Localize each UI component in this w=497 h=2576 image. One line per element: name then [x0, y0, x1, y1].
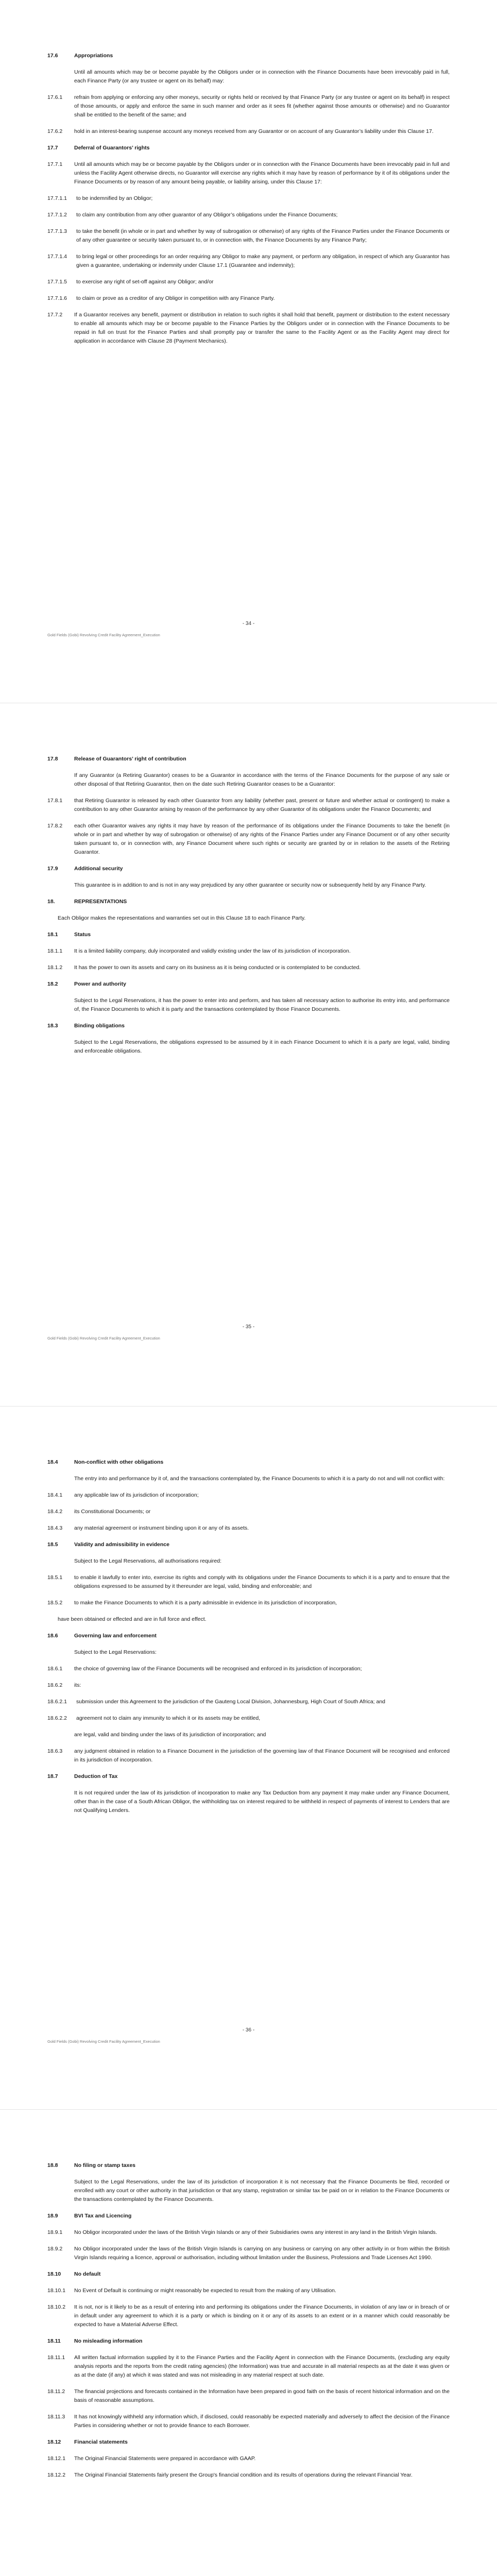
- clause-number: 17.8: [47, 756, 58, 762]
- clause-text: Until all amounts which may be or become payable by the Obligors under or in connection with the Finance Documents have been irrevocably paid in full and unless the Facility Agent otherwise directs, no Guarantor will exercise any rights which it may have by reason of performance by it of its obligations under the Finance Documents or by reason of any amount being payable, or liability arising, under this Clause 17:: [74, 161, 450, 185]
- clause-number: 17.9: [47, 866, 58, 872]
- clause-number: 18.12.2: [47, 2472, 66, 2478]
- document-page: [0, 703, 497, 1406]
- sub-clause: [47, 1714, 450, 1723]
- document-page: [0, 2110, 497, 2576]
- clause-text: REPRESENTATIONS: [74, 899, 127, 905]
- sub-clause: [47, 294, 450, 303]
- clause-text: Additional security: [74, 866, 123, 872]
- clause-item: [47, 1665, 450, 1673]
- clause-number: 18.10: [47, 2271, 61, 2277]
- clause-text: submission under this Agreement to the jurisdiction of the Gauteng Local Division, Johannesburg, High Court of South Africa; and: [76, 1699, 386, 1705]
- clause-paragraph: This guarantee is in addition to and is not in any way prejudiced by any other guarantee or security now or subsequently held by any Finance Party.: [74, 882, 426, 888]
- clause-paragraph: have been obtained or effected and are in full force and effect.: [58, 1616, 207, 1622]
- clause-number: 18.9.2: [47, 2246, 63, 2252]
- clause-heading: [47, 2270, 450, 2279]
- clause-text: No default: [74, 2271, 101, 2277]
- clause-item: [47, 311, 450, 346]
- clause-number: 18.4.3: [47, 1525, 63, 1531]
- clause-heading: [47, 1458, 450, 1467]
- clause-text: agreement not to claim any immunity to which it or its assets may be entitled,: [76, 1715, 261, 1721]
- clause-item: [47, 1747, 450, 1765]
- clause-heading: [47, 865, 450, 873]
- clause-text: Validity and admissibility in evidence: [74, 1541, 169, 1548]
- clause-number: 18.1: [47, 931, 58, 938]
- clause-text: The Original Financial Statements were prepared in accordance with GAAP.: [74, 2455, 256, 2462]
- page-number: - 34 -: [242, 621, 255, 626]
- clause-text: Non-conflict with other obligations: [74, 1459, 164, 1465]
- clause-paragraph: Subject to the Legal Reservations:: [74, 1649, 157, 1655]
- clause-text: to make the Finance Documents to which it is a party admissible in evidence in its jurisdiction of incorporation,: [74, 1600, 337, 1606]
- clause-item: [47, 1681, 450, 1690]
- clause-heading: [47, 1772, 450, 1781]
- clause-heading: [47, 1632, 450, 1640]
- clause-number: 18.12.1: [47, 2455, 66, 2462]
- clause-number: 18.12: [47, 2439, 61, 2445]
- page-content: [47, 2161, 450, 2480]
- clause-text: No misleading information: [74, 2338, 143, 2344]
- clause-text: It is a limited liability company, duly incorporated and validly existing under the law of its jurisdiction of incorporation.: [74, 948, 351, 954]
- clause-item: [47, 160, 450, 187]
- clause-text: to enable it lawfully to enter into, exercise its rights and comply with its obligations under the Finance Documents to which it is a party and to ensure that the obligations expressed to be assumed by it thereunder are legal, valid, binding and enforceable; and: [74, 1574, 450, 1589]
- page-footer: Gold Fields (Gobi) Revolving Credit Facility Agreement_Execution: [47, 633, 160, 637]
- clause-paragraph: The entry into and performance by it of, and the transactions contemplated by, the Finance Documents to which it is a party do not and will not conflict with:: [74, 1476, 445, 1482]
- clause-number: 18.6.2.2: [47, 1715, 67, 1721]
- clause-paragraph: If any Guarantor (a Retiring Guarantor) ceases to be a Guarantor in accordance with the terms of the Finance Documents for the purpose of any sale or other disposal of that Retiring Guarantor, then on the date such Retiring Guarantor ceases to be a Guarantor:: [74, 772, 450, 787]
- page-footer: Gold Fields (Gobi) Revolving Credit Facility Agreement_Execution: [47, 2039, 160, 2044]
- clause-text: Governing law and enforcement: [74, 1633, 157, 1639]
- clause-item: [47, 1507, 450, 1516]
- clause-number: 18.7: [47, 1773, 58, 1780]
- clause-paragraph: are legal, valid and binding under the laws of its jurisdiction of incorporation; and: [74, 1732, 266, 1738]
- clause-number: 18.8: [47, 2162, 58, 2168]
- clause-number: 17.7.1.4: [47, 253, 67, 260]
- clause-text: hold in an interest-bearing suspense account any moneys received from any Guarantor or on account of any Guarantor’s liability under this Clause 17.: [74, 128, 434, 134]
- clause-heading: [47, 144, 450, 152]
- clause-text: BVI Tax and Licencing: [74, 2213, 132, 2219]
- clause-number: 17.7.1.6: [47, 295, 67, 301]
- sub-clause: [47, 211, 450, 219]
- clause-text: Status: [74, 931, 91, 938]
- clause-number: 17.8.1: [47, 798, 63, 804]
- clause-text: No Obligor incorporated under the laws of the British Virgin Islands is carrying on any business or carrying on any other activity in or from within the British Virgin Islands requiring a licence, approval or authorisation, including without limitation under the Business, Professions and Trade Licenses Act 1990.: [74, 2246, 450, 2261]
- clause-item: [47, 947, 450, 956]
- clause-number: 18.11.2: [47, 2388, 65, 2395]
- clause-number: 18.2: [47, 981, 58, 987]
- clause-text: All written factual information supplied by it to the Finance Parties and the Facility Agent in connection with the Finance Documents, (excluding any equity analysis reports and the reports from the credit rating agencies) (the Information) was true and accurate in all material respects as at the date it was given or as at the date (if any) at which it was stated and was not misleading in any material respect at such date.: [74, 2354, 450, 2378]
- clause-text: It has not knowingly withheld any information which, if disclosed, could reasonably be expected materially and adversely to affect the decision of the Finance Parties in considering whether or not to provide finance to each Borrower.: [74, 2414, 450, 2429]
- clause-number: 17.6.1: [47, 94, 63, 100]
- document-page: [0, 1406, 497, 2110]
- clause-number: 18.10.1: [47, 2287, 66, 2294]
- clause-item: [47, 2471, 450, 2480]
- clause-item: [47, 2228, 450, 2237]
- clause-text: Appropriations: [74, 53, 113, 59]
- clause-text: to take the benefit (in whole or in part and whether by way of subrogation or otherwise) of any rights of the Finance Parties under the Finance Documents or of any other guarantee or security taken pursuant to, or in connection with, the Finance Documents by any Finance Party;: [76, 228, 450, 243]
- clause-number: 18.9.1: [47, 2229, 63, 2235]
- clause-heading: [47, 2438, 450, 2447]
- clause-number: 18.11.1: [47, 2354, 65, 2361]
- clause-number: 17.7.1.5: [47, 279, 67, 285]
- clause-text: to exercise any right of set-off against any Obligor; and/or: [76, 279, 214, 285]
- clause-text: to be indemnified by an Obligor;: [76, 195, 153, 201]
- clause-item: [47, 2454, 450, 2463]
- clause-number: 18.3: [47, 1023, 58, 1029]
- clause-item: [47, 796, 450, 814]
- clause-text: each other Guarantor waives any rights it may have by reason of the performance of its obligations under the Finance Documents to take the benefit (in whole or in part and whether by way of subrogation or otherwise) of any rights of the Finance Parties under any Finance Document or of any other security taken pursuant to, or in connection with, any Finance Document where such rights or security are granted by or in relation to the assets of the Retiring Guarantor.: [74, 823, 450, 855]
- clause-number: 18.4: [47, 1459, 58, 1465]
- clause-number: 18.1.2: [47, 964, 63, 971]
- page-number: - 36 -: [242, 2027, 255, 2033]
- clause-number: 17.7.1.1: [47, 195, 67, 201]
- clause-text: It has the power to own its assets and carry on its business as it is being conducted or is contemplated to be conducted.: [74, 964, 361, 971]
- clause-paragraph: Until all amounts which may be or become payable by the Obligors under or in connection with the Finance Documents have been irrevocably paid in full, each Finance Party (or any trustee or agent on its behalf) may:: [74, 69, 450, 84]
- clause-paragraph: Subject to the Legal Reservations, under the law of its jurisdiction of incorporation it is not necessary that the Finance Documents be filed, recorded or enrolled with any court or other authority in that jurisdiction or that any stamp, registration or similar tax be paid on or in relation to the Finance Documents or the transactions contemplated by the Finance Documents.: [74, 2179, 450, 2202]
- clause-text: If a Guarantor receives any benefit, payment or distribution in relation to such rights it shall hold that benefit, payment or distribution to the extent necessary to enable all amounts which may be or become payable to the Finance Parties by the Obligors under or in connection with the Finance Documents to be repaid in full on trust for the Finance Parties and shall promptly pay or transfer the same to the Facility Agent or as the Facility Agent may direct for application in accordance with Clause 28 (Payment Mechanics).: [74, 312, 450, 344]
- clause-number: 18.5.2: [47, 1600, 63, 1606]
- clause-heading: [47, 2161, 450, 2170]
- clause-item: [47, 93, 450, 120]
- clause-item: [47, 963, 450, 972]
- clause-number: 18.6.2: [47, 1682, 63, 1688]
- page-footer: Gold Fields (Gobi) Revolving Credit Facility Agreement_Execution: [47, 1336, 160, 1341]
- clause-heading: [47, 52, 450, 60]
- clause-item: [47, 2286, 450, 2295]
- clause-number: 18.6.2.1: [47, 1699, 67, 1705]
- clause-text: Power and authority: [74, 981, 126, 987]
- clause-item: [47, 1491, 450, 1500]
- clause-heading: [47, 1540, 450, 1549]
- sub-clause: [47, 1698, 450, 1706]
- clause-number: 18.: [47, 899, 55, 905]
- clause-item: [47, 2353, 450, 2380]
- clause-text: any applicable law of its jurisdiction of incorporation;: [74, 1492, 199, 1498]
- clause-item: [47, 1524, 450, 1533]
- clause-heading: [47, 897, 450, 906]
- clause-text: The financial projections and forecasts contained in the Information have been prepared in good faith on the basis of recent historical information and on the basis of reasonable assumptions.: [74, 2388, 450, 2403]
- clause-item: [47, 2413, 450, 2430]
- clause-number: 18.6.1: [47, 1666, 63, 1672]
- clause-text: Deferral of Guarantors’ rights: [74, 145, 150, 151]
- clause-number: 18.4.2: [47, 1509, 63, 1515]
- clause-text: any judgment obtained in relation to a Finance Document in the jurisdiction of the governing law of that Finance Document will be recognised and enforced in its jurisdiction of incorporation.: [74, 1748, 450, 1763]
- clause-item: [47, 1573, 450, 1591]
- page-number: - 35 -: [242, 1324, 255, 1330]
- clause-number: 18.9: [47, 2213, 58, 2219]
- page-content: [47, 52, 450, 346]
- clause-number: 17.7.1: [47, 161, 63, 167]
- page-content: [47, 1458, 450, 1815]
- clause-text: It is not, nor is it likely to be as a result of entering into and performing its obligations under the Finance Documents, in violation of any law or in breach of or in default under any agreement to which it is a party or which is binding on it or any of its assets to an extent or in a manner which could reasonably be expected to have a Material Adverse Effect.: [74, 2304, 450, 2328]
- clause-text: No Event of Default is continuing or might reasonably be expected to result from the making of any Utilisation.: [74, 2287, 336, 2294]
- clause-text: its:: [74, 1682, 81, 1688]
- sub-clause: [47, 278, 450, 286]
- clause-text: Release of Guarantors’ right of contribution: [74, 756, 186, 762]
- clause-text: to bring legal or other proceedings for an order requiring any Obligor to make any payment, or perform any obligation, in respect of which any Guarantor has given a guarantee, undertaking or indemnity under Clause 17.1 (Guarantee and indemnity);: [76, 253, 450, 268]
- clause-heading: [47, 2212, 450, 2221]
- clause-text: No Obligor incorporated under the laws of the British Virgin Islands or any of their Subsidiaries owns any interest in any land in the British Virgin Islands.: [74, 2229, 437, 2235]
- clause-number: 18.11: [47, 2338, 61, 2344]
- clause-number: 18.1.1: [47, 948, 63, 954]
- clause-number: 17.7: [47, 145, 58, 151]
- clause-text: to claim or prove as a creditor of any Obligor in competition with any Finance Party.: [76, 295, 275, 301]
- clause-number: 17.7.2: [47, 312, 63, 318]
- clause-number: 17.7.1.2: [47, 212, 67, 218]
- clause-heading: [47, 2337, 450, 2346]
- clause-number: 17.7.1.3: [47, 228, 67, 234]
- clause-number: 18.6: [47, 1633, 58, 1639]
- clause-text: Financial statements: [74, 2439, 128, 2445]
- clause-text: The Original Financial Statements fairly present the Group's financial condition and its results of operations during the relevant Financial Year.: [74, 2472, 413, 2478]
- clause-number: 17.8.2: [47, 823, 63, 829]
- clause-text: the choice of governing law of the Finance Documents will be recognised and enforced in its jurisdiction of incorporation;: [74, 1666, 362, 1672]
- clause-paragraph: Subject to the Legal Reservations, it has the power to enter into and perform, and has taken all necessary action to authorise its entry into, and performance of, the Finance Documents to which it is party and the transactions contemplated by those Finance Documents.: [74, 997, 450, 1012]
- clause-text: that Retiring Guarantor is released by each other Guarantor from any liability (whether past, present or future and whether actual or contingent) to make a contribution to any other Guarantor arising by reason of the performance by any other Guarantor of its obligations under the Finance Documents; and: [74, 798, 450, 812]
- clause-heading: [47, 755, 450, 764]
- page-content: [47, 755, 450, 1056]
- clause-paragraph: Subject to the Legal Reservations, all authorisations required:: [74, 1558, 222, 1564]
- clause-number: 18.5: [47, 1541, 58, 1548]
- clause-item: [47, 2303, 450, 2329]
- sub-clause: [47, 194, 450, 203]
- clause-item: [47, 822, 450, 857]
- clause-number: 18.6.3: [47, 1748, 63, 1754]
- clause-text: to claim any contribution from any other guarantor of any Obligor’s obligations under the Finance Documents;: [76, 212, 338, 218]
- clause-item: [47, 1599, 450, 1607]
- clause-number: 18.11.3: [47, 2414, 65, 2420]
- clause-heading: [47, 980, 450, 989]
- clause-paragraph: It is not required under the law of its jurisdiction of incorporation to make any Tax Deduction from any payment it may make under any Finance Document, other than in the case of a South African Obligor, the withholding tax on interest required to be withheld in respect of payments of interest to Lenders that are not Qualifying Lenders.: [74, 1790, 450, 1814]
- clause-text: its Constitutional Documents; or: [74, 1509, 151, 1515]
- clause-number: 18.4.1: [47, 1492, 63, 1498]
- sub-clause: [47, 252, 450, 270]
- clause-item: [47, 2245, 450, 2262]
- clause-paragraph: Each Obligor makes the representations and warranties set out in this Clause 18 to each Finance Party.: [58, 915, 306, 921]
- clause-number: 17.6: [47, 53, 58, 59]
- clause-text: any material agreement or instrument binding upon it or any of its assets.: [74, 1525, 249, 1531]
- clause-item: [47, 127, 450, 136]
- document-page: [0, 0, 497, 703]
- clause-heading: [47, 1022, 450, 1030]
- clause-text: No filing or stamp taxes: [74, 2162, 136, 2168]
- clause-text: Deduction of Tax: [74, 1773, 118, 1780]
- clause-number: 18.5.1: [47, 1574, 63, 1581]
- clause-number: 18.10.2: [47, 2304, 66, 2310]
- clause-heading: [47, 930, 450, 939]
- clause-number: 17.6.2: [47, 128, 63, 134]
- sub-clause: [47, 227, 450, 245]
- clause-item: [47, 2387, 450, 2405]
- clause-text: Binding obligations: [74, 1023, 125, 1029]
- clause-text: refrain from applying or enforcing any other moneys, security or rights held or received by that Finance Party (or any trustee or agent on its behalf) in respect of those amounts, or apply and enforce the same in such manner and order as it sees fit (whether against those amounts or otherwise) and no Guarantor shall be entitled to the benefit of the same; and: [74, 94, 450, 118]
- clause-paragraph: Subject to the Legal Reservations, the obligations expressed to be assumed by it in each Finance Document to which it is a party are legal, valid, binding and enforceable obligations.: [74, 1039, 450, 1054]
